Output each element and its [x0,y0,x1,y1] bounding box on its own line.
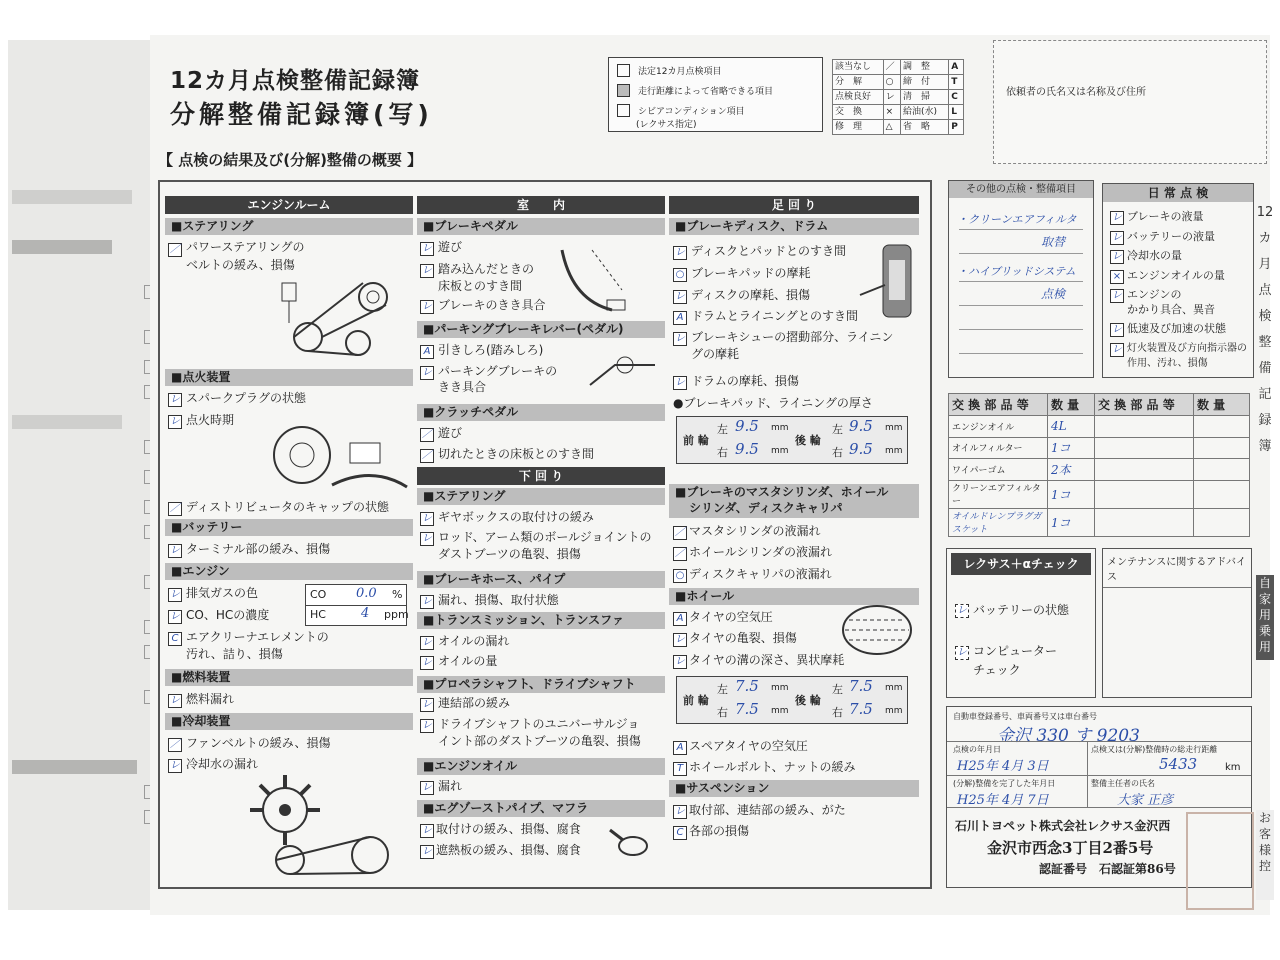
check-disc-pad-gap[interactable]: レ [675,247,685,258]
company-stamp: 石川トヨペット株式会社レクサス金沢西 [955,819,1171,833]
tread-front-left: 7.5 [735,677,759,695]
section-engine-oil: ■エンジンオイル [417,758,665,775]
item-label: イント部のダストブーツの亀裂、損傷 [438,734,641,748]
item-label: タイヤの亀裂、損傷 [689,631,797,645]
item-label: 冷却水の量 [1127,249,1182,262]
tread-front-right: 7.5 [735,700,759,718]
item-label: ホイールボルト、ナットの緩み [689,760,856,774]
certification-number: 認証番号 石認証第86号 [1039,862,1176,876]
item-label: ロッド、アーム類のボールジョイントの [438,530,652,544]
company-address: 金沢市西念3丁目2番5号 [987,839,1154,857]
section-propeller: ■プロペラシャフト、ドライブシャフト [417,676,665,693]
col-engine-room: エンジンルーム [165,196,413,214]
mm-unit: mm [771,706,789,716]
co-label: CO [310,588,327,601]
item-label: 点火時期 [186,413,235,427]
item-label: タイヤの空気圧 [689,610,773,624]
check-hose[interactable]: レ [422,596,432,607]
table-row: ワイパーゴム 2本 [949,459,1250,481]
mm-unit: mm [771,423,789,433]
check-wheel-bolt[interactable]: T [673,762,687,776]
legend-item-types [608,57,823,132]
item-label: ドライブシャフトのユニバーサルジョ [438,717,640,731]
check-pad-wear[interactable]: ○ [673,268,687,282]
check-oil-leak[interactable]: レ [422,782,432,793]
check-lexus-computer[interactable]: レ [957,647,967,658]
right-label: 右 [717,706,728,719]
check-daily-oil[interactable]: × [1110,270,1124,284]
legend-label: (レクサス指定) [636,120,697,130]
ignition-illustration [262,405,412,500]
item-label: パワーステアリングの [186,240,305,254]
item-label: ドラムとライニングとのすき間 [691,309,859,323]
mm-unit: mm [771,446,789,456]
section-exhaust: ■エグゾーストパイプ、マフラ [417,800,665,817]
pad-rear-right: 9.5 [849,440,873,458]
check-caliper-leak[interactable]: ○ [673,569,687,583]
section-suspension: ■サスペンション [669,780,919,797]
item-label: ドラムの摩耗、損傷 [691,374,799,388]
section-steering: ■ステアリング [165,218,413,235]
item-label: 遊び [438,426,463,440]
item-label: 灯火装置及び方向指示器の [1127,343,1247,354]
side-customer-tab: お客様控 [1256,810,1274,900]
item-label: チェック [973,663,1021,677]
item-label: ディスクとパッドとのすき間 [691,244,847,258]
item-label: 漏れ [438,779,463,793]
lexus-check-box [946,548,1096,698]
check-coolant-leak[interactable]: レ [170,760,180,771]
check-daily-battery[interactable]: レ [1112,232,1122,243]
legend-label: シビアコンディション項目 [638,107,745,117]
item-label: ブレーキのきき具合 [438,298,546,312]
check-exhaust-mount[interactable]: レ [422,825,432,836]
check-trans-level[interactable]: レ [422,657,432,668]
item-label: 遮熱板の緩み、損傷、腐食 [436,843,581,857]
parts-header: 数 量 [1194,394,1250,416]
check-fuel-leak[interactable]: レ [170,695,180,706]
item-label: 作用、汚れ、損傷 [1127,358,1208,369]
tread-depth-box [676,676,908,724]
co-hc-box [305,584,407,626]
front-label: 前 輪 [683,694,709,707]
check-daily-lights[interactable]: レ [1112,344,1122,355]
table-row: エンジンオイル 4L [949,415,1250,437]
date-value: H25年 4月 3日 [957,759,1049,774]
item-label: コンピューター [973,644,1058,658]
check-trans-leak[interactable]: レ [422,637,432,648]
section-wheel: ■ホイール [669,588,919,605]
check-battery-terminal[interactable]: レ [170,545,180,556]
check-daily-coolant[interactable]: レ [1112,251,1122,262]
item-label: スパークプラグの状態 [186,391,307,405]
section-engine: ■エンジン [165,563,413,580]
right-label: 右 [717,446,728,459]
right-label: 右 [832,706,843,719]
check-pedal-play[interactable]: レ [422,243,432,254]
parts-header: 交 換 部 品 等 [949,394,1048,416]
mm-unit: mm [771,683,789,693]
item-label: エンジンオイルの量 [1127,269,1225,282]
item-label: ターミナル部の緩み、損傷 [186,542,331,556]
replaced-parts-table [948,393,1250,537]
check-ball-joint[interactable]: レ [422,533,432,544]
section-ignition: ■点火装置 [165,369,413,386]
table-row: オイルドレンプラグガスケット 1コ [949,508,1250,536]
right-label: 右 [832,446,843,459]
item-label: ホイールシリンダの液漏れ [689,545,832,559]
other-handwritten: 点検 [1041,287,1066,301]
item-label: 燃料漏れ [186,692,235,706]
check-lexus-battery[interactable]: レ [957,605,967,616]
item-label: 排気ガスの色 [186,586,259,600]
check-drum-gap[interactable]: A [673,311,687,325]
item-label: ブレーキシューの摺動部分、ライニン [691,330,894,344]
section-fuel: ■燃料装置 [165,669,413,686]
check-power-steering[interactable]: ／ [170,244,180,255]
mm-unit: mm [885,706,903,716]
side-private-tab: 自家用乗用 [1256,575,1274,660]
advice-title: メンテナンスに関するアドバイス [1103,549,1251,588]
item-label: 床板とのすき間 [438,279,523,293]
item-label: オイルの量 [438,654,498,668]
check-drum-wear[interactable]: レ [675,377,685,388]
item-label: 低速及び加速の状態 [1127,322,1226,335]
item-label: エアクリーナエレメントの [186,630,329,644]
item-label: マスタシリンダの液漏れ [689,524,821,538]
check-driveshaft-boot[interactable]: レ [422,720,432,731]
item-label: ギヤボックスの取付けの緩み [438,510,594,524]
section-brake-hose: ■ブレーキホース、パイプ [417,571,665,588]
section-parking-brake: ■パーキングブレーキレバー(ペダル) [417,321,665,338]
done-value: H25年 4月 7日 [957,793,1049,808]
side-title-tab: 12カ月点検整備記録簿 [1256,205,1274,454]
item-label: 切れたときの床板とのすき間 [438,447,595,461]
item-label: タイヤの溝の深さ、異状摩耗 [689,653,845,667]
item-label: ディストリビュータのキャップの状態 [186,500,390,514]
check-ignition-timing[interactable]: レ [170,416,180,427]
rear-label: 後 輪 [795,434,821,447]
lexus-title: レクサス＋αチェック [951,553,1091,575]
check-pedal-clearance[interactable]: レ [422,265,432,276]
check-susp-damage[interactable]: C [673,826,687,840]
parts-header: 交 換 部 品 等 [1095,394,1194,416]
check-distributor-cap[interactable]: ／ [170,503,180,514]
col-suspension: 足 回 り [669,196,919,214]
item-label: ブレーキパッドの摩耗 [691,266,811,280]
check-tread-depth[interactable]: レ [675,656,685,667]
check-spare-tire[interactable]: A [673,741,687,755]
item-label: オイルの漏れ [438,634,510,648]
date-label: 点検の年月日 [953,745,1001,754]
check-spark-plug[interactable]: レ [170,394,180,405]
parts-header: 数 量 [1048,394,1095,416]
reg-value: 金沢 330 す 9203 [997,726,1140,746]
check-master-leak[interactable]: ／ [675,527,685,538]
co-value: 0.0 [356,586,377,601]
item-label: CO、HCの濃度 [186,608,270,622]
hc-label: HC [310,608,326,621]
item-label: ファンベルトの緩み、損傷 [186,736,331,750]
fan-illustration [240,770,410,880]
rear-label: 後 輪 [795,694,821,707]
item-label: ベルトの緩み、損傷 [186,258,295,272]
table-row: クリーンエアフィルター 1コ [949,481,1250,509]
item-label: 冷却水の漏れ [186,757,259,771]
seal-stamp [1186,812,1254,910]
item-label: 踏み込んだときの [438,262,535,276]
page-subtitle: 分解整備記録簿(写) [170,100,433,129]
item-label: スペアタイヤの空気圧 [689,739,808,753]
check-gearbox[interactable]: レ [422,513,432,524]
item-label: グの摩耗 [691,347,740,361]
section-brake-disc: ■ブレーキディスク、ドラム [669,218,919,235]
pad-thickness-box [676,416,908,464]
left-label: 左 [832,683,843,696]
check-parking-travel[interactable]: A [420,345,434,359]
item-label: バッテリーの状態 [973,603,1070,617]
check-fan-belt[interactable]: ／ [170,739,180,750]
co-unit: % [392,588,403,601]
pedal-illustration [552,240,662,318]
check-tire-pressure[interactable]: A [673,612,687,626]
item-label: ブレーキの液量 [1127,210,1204,223]
summary-heading: 【 点検の結果及び(分解)整備の概要 】 [158,151,423,169]
reg-label: 自動車登録番号、車両番号又は車台番号 [953,712,1097,721]
check-heat-shield[interactable]: レ [422,846,432,857]
check-clutch-clearance[interactable]: ／ [422,450,432,461]
done-label: (分解)整備を完了した年月日 [953,779,1056,788]
check-daily-brake-fluid[interactable]: レ [1112,212,1122,223]
other-handwritten: 取替 [1041,235,1066,249]
item-label: パーキングブレーキの [438,364,558,378]
pad-rear-left: 9.5 [849,417,873,435]
other-handwritten: ・ハイブリッドシステム [957,265,1076,278]
check-air-cleaner[interactable]: C [168,632,182,646]
legend-label: 法定12カ月点検項目 [638,67,722,77]
check-daily-acceleration[interactable]: レ [1112,324,1122,335]
section-brake-pedal: ■ブレーキペダル [417,218,665,235]
item-label: 漏れ、損傷、取付状態 [438,593,559,607]
km-label: 点検又は(分解)整備時の総走行距離 [1091,745,1218,754]
pad-front-right: 9.5 [735,440,759,458]
other-inspection-box [948,180,1094,378]
km-unit: km [1225,762,1241,773]
section-cooling: ■冷却装置 [165,713,413,730]
tread-rear-left: 7.5 [849,677,873,695]
item-label: 連結部の緩み [438,696,511,710]
item-label: ●ブレーキパッド、ライニングの厚さ [673,396,873,410]
item-label: ディスクの摩耗、損傷 [691,288,811,302]
km-value: 5433 [1159,755,1198,773]
check-exhaust-color[interactable]: レ [170,589,180,600]
front-label: 前 輪 [683,434,709,447]
item-label: エンジンの [1127,288,1182,301]
section-master-cylinder [669,484,919,518]
belt-illustration [268,275,408,365]
left-label: 左 [717,423,728,436]
left-label: 左 [717,683,728,696]
section-title: ■ブレーキのマスタシリンダ、ホイール [675,485,889,499]
item-label: ダストブーツの亀裂、損傷 [438,547,581,561]
table-row: オイルフィルター 1コ [949,437,1250,459]
legend-label: 走行距離によって省略できる項目 [638,87,774,97]
item-label: バッテリーの液量 [1127,230,1215,243]
check-brake-effect[interactable]: レ [422,301,432,312]
daily-title: 日 常 点 検 [1103,184,1253,202]
chief-value: 大家 正彦 [1117,793,1174,808]
page-title: 12カ月点検整備記録簿 [170,68,421,94]
brake-illustration [855,240,915,330]
tread-rear-right: 7.5 [849,700,873,718]
check-parking-effect[interactable]: レ [422,367,432,378]
check-daily-engine[interactable]: レ [1112,290,1122,301]
mm-unit: mm [885,683,903,693]
item-label: 各部の損傷 [689,824,750,838]
section-transmission: ■トランスミッション、トランスファ [417,612,665,629]
left-label: 左 [832,423,843,436]
check-shoe[interactable]: レ [675,333,685,344]
section-battery: ■バッテリー [165,519,413,536]
item-label: 取付けの緩み、損傷、腐食 [436,822,581,836]
client-box [993,40,1267,164]
col-interior: 室 内 [417,196,665,214]
check-coupling[interactable]: レ [422,699,432,710]
item-label: 汚れ、詰り、損傷 [186,647,283,661]
item-label: ディスクキャリパの液漏れ [689,567,832,581]
hc-unit: ppm [384,608,409,621]
pad-front-left: 9.5 [735,417,759,435]
col-underbody: 下 回 り [417,467,665,485]
advice-box [1102,548,1252,698]
tire-illustration [835,600,915,660]
section-title: シリンダ、ディスクキャリパ [689,501,843,515]
client-label: 依頼者の氏名又は名称及び住所 [1006,87,1146,98]
check-clutch-play[interactable]: ／ [422,429,432,440]
other-handwritten: ・クリーンエアフィルタ [957,213,1077,226]
mm-unit: mm [885,423,903,433]
hc-value: 4 [361,606,370,621]
legend-symbols: 該当なし ／ 調 整 A 分 解 ○ 締 付 T 点検良好 レ 清 掃 C 交 換 × 給油(水) L 修 理 △ 省 略 P [832,59,964,135]
section-clutch: ■クラッチペダル [417,404,665,421]
chief-label: 整備主任者の氏名 [1091,779,1155,788]
muffler-illustration [605,822,655,862]
item-label: 取付部、連結部の緩み、がた [689,803,846,817]
previous-page-strip [8,40,156,910]
section-under-steering: ■ステアリング [417,488,665,505]
parking-illustration [585,345,660,400]
item-label: 遊び [438,240,463,254]
mm-unit: mm [885,446,903,456]
item-label: かかり具合、異音 [1127,303,1215,316]
check-tire-crack[interactable]: レ [675,634,685,645]
check-co-hc[interactable]: レ [170,611,180,622]
check-disc-wear[interactable]: レ [675,291,685,302]
other-title: その他の点検・整備項目 [949,181,1093,198]
check-wheel-cyl-leak[interactable]: ／ [675,548,685,559]
item-label: 引きしろ(踏みしろ) [438,343,544,357]
item-label: きき具合 [438,380,487,394]
check-susp-mount[interactable]: レ [675,806,685,817]
